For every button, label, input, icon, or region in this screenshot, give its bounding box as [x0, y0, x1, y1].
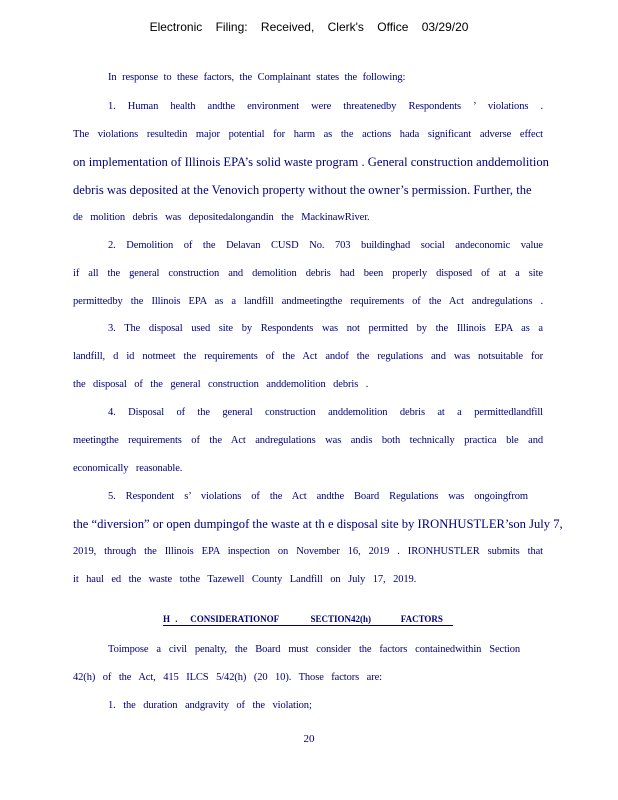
text-line: if all the general construction and demolition debris had been properly disposed of at a site: [73, 268, 543, 279]
text-line: on implementation of Illinois EPA’s solid waste program . General construction anddemolition: [73, 155, 549, 169]
section-title-part: FACTORS: [400, 614, 443, 624]
text-line: 2. Demolition of the Delavan CUSD No. 703 buildinghad social andeconomic value: [108, 240, 543, 251]
text-line: 42(h) of the Act, 415 ILCS 5/42(h) (20 10). Those factors are:: [73, 672, 383, 683]
text-line: 1. Human health andthe environment were threatenedby Respondents ’ violations .: [108, 101, 543, 112]
section-heading: [163, 613, 453, 626]
section-title-part: SECTION42(h): [310, 614, 372, 624]
text-line: economically reasonable.: [73, 463, 183, 474]
text-line: 4. Disposal of the general construction anddemolition debris at a permittedlandfill: [108, 407, 543, 418]
text-line: permittedby the Illinois EPA as a landfill andmeetingthe requirements of the Act andregulations .: [73, 296, 543, 307]
section-number: H .: [163, 614, 178, 624]
text-line: the “diversion” or open dumpingof the waste at th e disposal site by IRONHUSTLER’son July 7,: [73, 517, 563, 531]
text-line: 2019, through the Illinois EPA inspection on November 16, 2019 . IRONHUSTLER submits that: [73, 546, 543, 557]
text-line: landfill, d id notmeet the requirements of the Act andof the regulations and was notsuitable for: [73, 351, 543, 362]
section-title-part: CONSIDERATIONOF: [190, 614, 280, 624]
text-line: de molition debris was depositedalongandin the MackinawRiver.: [73, 212, 370, 223]
text-line: debris was deposited at the Venovich property without the owner’s permission. Further, the: [73, 183, 532, 197]
text-line: 1. the duration andgravity of the violation;: [108, 700, 312, 711]
text-line: the disposal of the general construction anddemolition debris .: [73, 379, 369, 390]
page-number: 20: [303, 733, 315, 745]
intro-line: In response to these factors, the Complainant states the following:: [108, 72, 406, 83]
text-line: 5. Respondent s’ violations of the Act andthe Board Regulations was ongoingfrom: [108, 491, 528, 502]
text-line: 3. The disposal used site by Respondents was not permitted by the Illinois EPA as a: [108, 323, 543, 334]
text-line: it haul ed the waste tothe Tazewell County Landfill on July 17, 2019.: [73, 574, 417, 585]
text-line: Toimpose a civil penalty, the Board must consider the factors containedwithin Section: [108, 644, 520, 655]
text-line: meetingthe requirements of the Act andregulations was andis both technically practica ble and: [73, 435, 543, 446]
filing-header: Electronic Filing: Received, Clerk's Office 03/29/20: [149, 20, 469, 34]
text-line: The violations resultedin major potential for harm as the actions hada significant adverse effect: [73, 129, 543, 140]
